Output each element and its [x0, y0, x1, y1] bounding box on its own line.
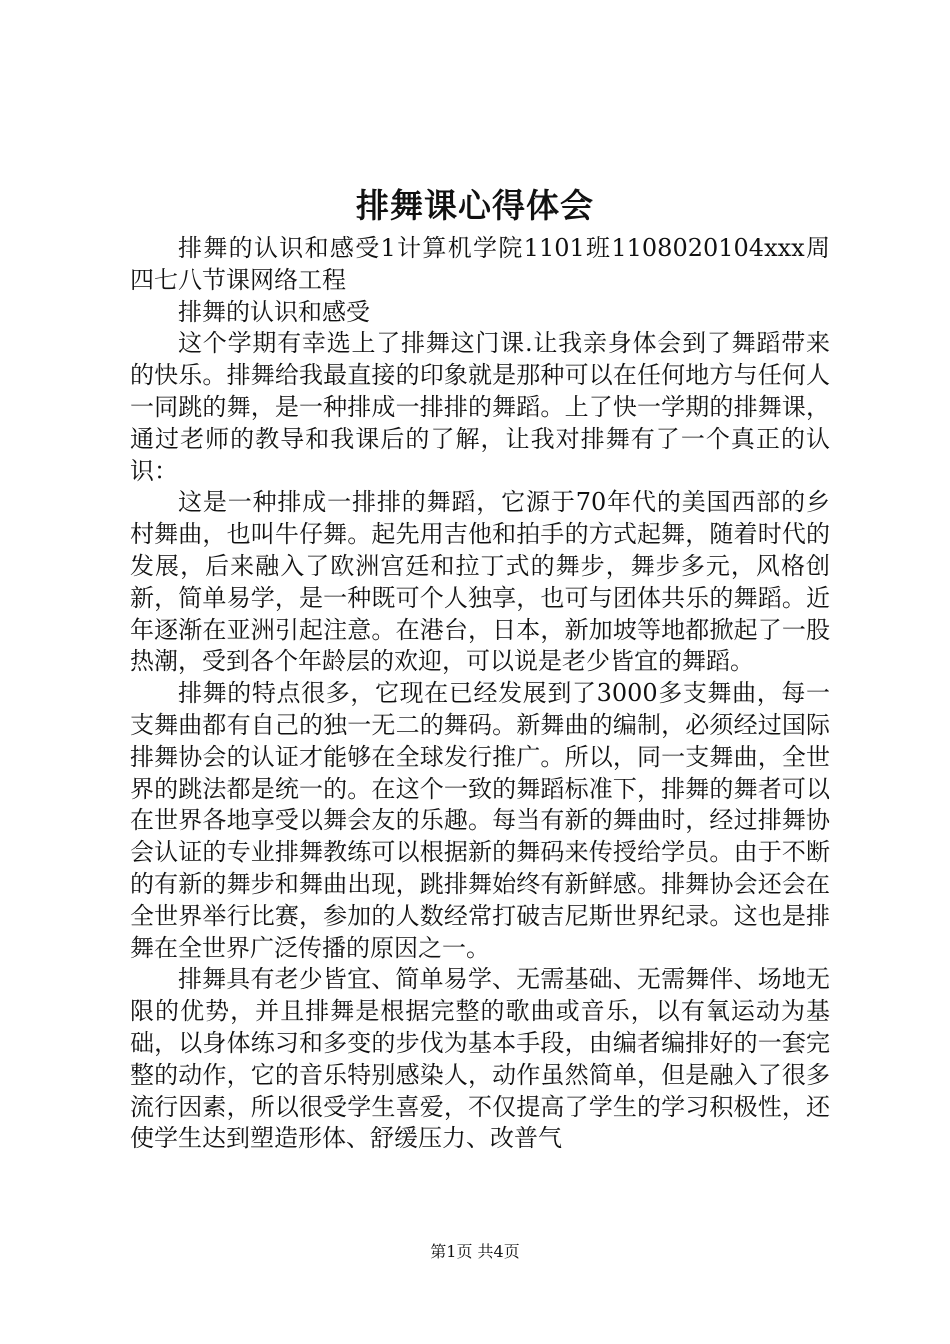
paragraph-4: 这是一种排成一排排的舞蹈，它源于70年代的美国西部的乡村舞曲，也叫牛仔舞。起先用吉他和拍手的方式起舞，随着时代的发展，后来融入了欧洲宫廷和拉丁式的舞步，舞步多元，风格创新，简单易学，是一种既可个人独享，也可与团体共乐的舞蹈。近年逐渐在亚洲引起注意。在港台，日本，新加坡等地都掀起了一股热潮，受到各个年龄层的欢迎，可以说是老少皆宜的舞蹈。 — [130, 488, 830, 676]
document-title: 排舞课心得体会 — [356, 186, 594, 225]
paragraph-1: 排舞的认识和感受1计算机学院1101班1108020104xxx周四七八节课网络工程 — [130, 234, 830, 294]
page-footer: 第1页 共4页 — [430, 1242, 520, 1261]
document-body — [130, 233, 830, 1155]
paragraph-5: 排舞的特点很多，它现在已经发展到了3000多支舞曲，每一支舞曲都有自己的独一无二的舞码。新舞曲的编制，必须经过国际排舞协会的认证才能够在全球发行推广。所以，同一支舞曲，全世界的跳法都是统一的。在这个一致的舞蹈标准下，排舞的舞者可以在世界各地享受以舞会友的乐趣。每当有新的舞曲时，经过排舞协会认证的专业排舞教练可以根据新的舞码来传授给学员。由于不断的有新的舞步和舞曲出现，跳排舞始终有新鲜感。排舞协会还会在全世界举行比赛，参加的人数经常打破吉尼斯世界纪录。这也是排舞在全世界广泛传播的原因之一。 — [130, 679, 830, 962]
paragraph-6: 排舞具有老少皆宜、简单易学、无需基础、无需舞伴、场地无限的优势，并且排舞是根据完整的歌曲或音乐，以有氧运动为基础，以身体练习和多变的步伐为基本手段，由编者编排好的一套完整的动作，它的音乐特别感染人，动作虽然简单，但是融入了很多流行因素，所以很受学生喜爱，不仅提高了学生的学习积极性，还使学生达到塑造形体、舒缓压力、改普气 — [130, 965, 830, 1153]
paragraph-3: 这个学期有幸选上了排舞这门课.让我亲身体会到了舞蹈带来的快乐。排舞给我最直接的印象就是那种可以在任何地方与任何人一同跳的舞，是一种排成一排排的舞蹈。上了快一学期的排舞课，通过老师的教导和我课后的了解，让我对排舞有了一个真正的认识： — [130, 329, 830, 485]
paragraph-2: 排舞的认识和感受 — [178, 297, 370, 326]
